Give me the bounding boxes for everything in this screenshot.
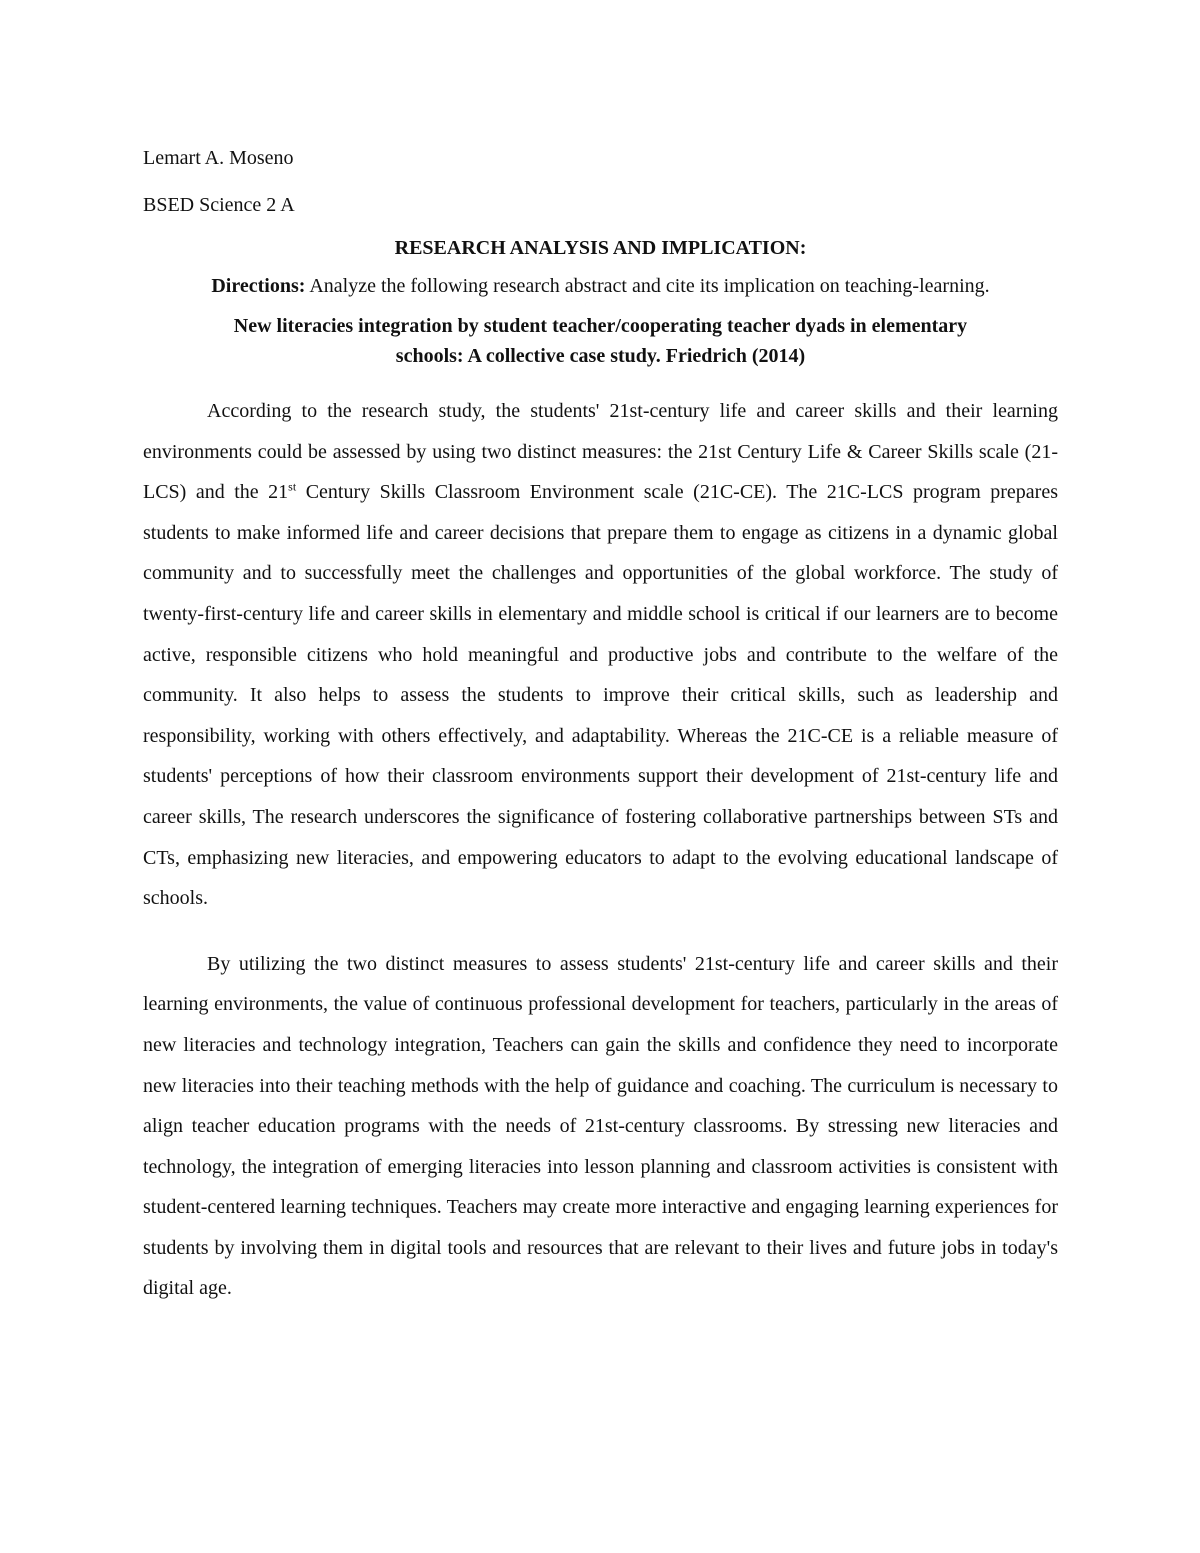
ordinal-superscript: st [288, 479, 297, 494]
study-title-line1: New literacies integration by student teacher/cooperating teacher dyads in elementary [233, 315, 968, 337]
directions [143, 271, 1058, 301]
paragraph-analysis-part2: Century Skills Classroom Environment scale (21C-CE). The 21C-LCS program prepares students to make informed life and career decisions that prepare them to engage as citizens in a dynamic global community and to successfully meet the challenges and opportunities of the global workforce. The study of twenty-first-century life and career skills in elementary and middle school is critical if our learners are to become active, responsible citizens who hold meaningful and productive jobs and contribute to the welfare of the community. It also helps to assess the students to improve their critical skills, such as leadership and responsibility, working with others effectively, and adaptability. Whereas the 21C-CE is a reliable measure of students' perceptions of how their classroom environments support their development of 21st-century life and career skills, The research underscores the significance of fostering collaborative partnerships between STs and CTs, emphasizing new literacies, and empowering educators to adapt to the evolving educational landscape of schools. [143, 481, 1058, 910]
directions-label: Directions: [211, 275, 306, 297]
study-title-line2: schools: A collective case study. Friedrich (2014) [395, 345, 806, 367]
author-name: Lemart A. Moseno [143, 147, 294, 169]
author-course: BSED Science 2 A [143, 194, 295, 216]
paragraph-analysis [143, 391, 1058, 919]
paragraph-implication: By utilizing the two distinct measures to assess students' 21st-century life and career skills and their learning environments, the value of continuous professional development for teachers, particularly in the areas of new literacies and technology integration, Teachers can gain the skills and confidence they need to incorporate new literacies into their teaching methods with the help of guidance and coaching. The curriculum is necessary to align teacher education programs with the needs of 21st-century classrooms. By stressing new literacies and technology, the integration of emerging literacies into lesson planning and classroom activities is consistent with student-centered learning techniques. Teachers may create more interactive and engaging learning experiences for students by involving them in digital tools and resources that are relevant to their lives and future jobs in today's digital age. [143, 952, 1058, 1300]
study-title [143, 311, 1058, 371]
document-page [143, 138, 1058, 1309]
directions-text: Analyze the following research abstract and cite its implication on teaching-learning. [305, 275, 990, 297]
page-title: RESEARCH ANALYSIS AND IMPLICATION: [394, 237, 807, 259]
paragraph-analysis-part1: According to the research study, the students' 21st-century life and career skills and their learning environments could be assessed by using two distinct measures: the 21st Century Life & Career Skills scale (21-LCS) and the 21 [143, 400, 1058, 504]
